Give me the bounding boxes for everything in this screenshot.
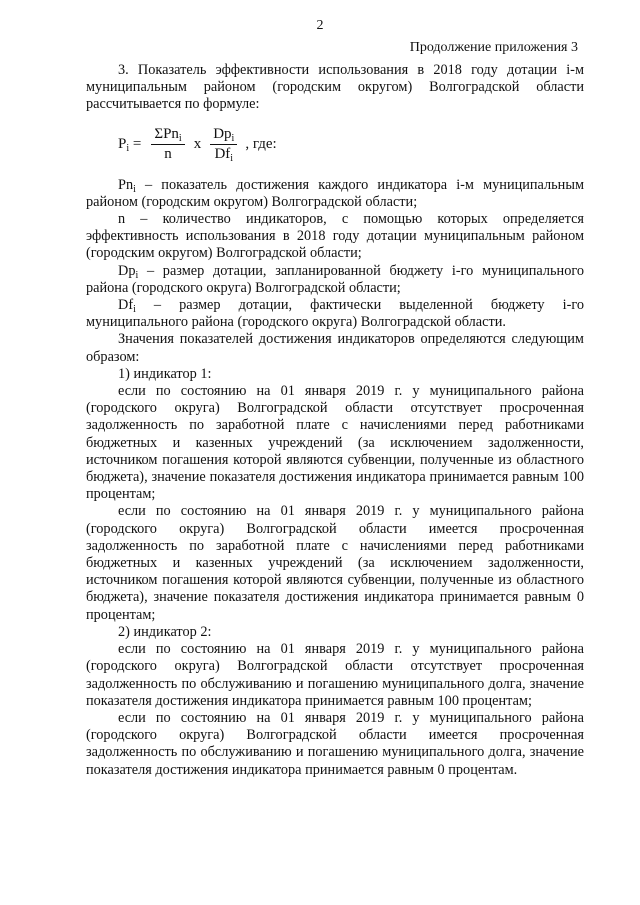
fraction-denominator: $Df_i$ [214, 146, 234, 165]
definition-pn: $Pn_i$ – показатель достижения каждого индикатора i-м муниципальным районом (городским округом) Волгоградской области; [86, 176, 584, 210]
formula-times: x [193, 136, 202, 152]
indicator-1-case-absent: если по состоянию на 01 января 2019 г. у муниципального района (городского округа) Волгоградской области отсутствует просроченная задолженность по заработной плате с начислениями перед работниками бюджетных и казенных учреждений (за исключением задолженности, источником погашения которой являются субвенции, полученные из областного бюджета), значение показателя достижения индикатора принимается равным 100 процентам; [86, 383, 584, 503]
document-body [86, 62, 584, 779]
formula-fraction-ratio [210, 126, 237, 163]
indicator-2-case-absent: если по состоянию на 01 января 2019 г. у муниципального района (городского округа) Волгоградской области отсутствует просроченная задолженность по обслуживанию и погашению муниципального долга, значение показателя достижения индикатора принимается равным 100 процентам; [86, 641, 584, 709]
indicator-1-heading: 1) индикатор 1: [118, 365, 212, 382]
fraction-denominator: n [164, 146, 172, 163]
fraction-numerator: ΣPn$_i$ [151, 126, 184, 145]
formula-where: , где: [245, 136, 277, 152]
page-number: 2 [316, 18, 324, 33]
formula-lhs: $P_i$ = [118, 136, 142, 154]
definition-df: $Df_i$ – размер дотации, фактически выделенной бюджету i-го муниципального района (городского округа) Волгоградской области. [86, 297, 584, 331]
intro-paragraph: 3. Показатель эффективности использования в 2018 году дотации i-м муниципальным районом (городским округом) Волгоградской области рассчитывается по формуле: [86, 62, 584, 113]
values-intro: Значения показателей достижения индикаторов определяются следующим образом: [86, 331, 584, 365]
efficiency-formula [118, 123, 584, 167]
indicator-1-case-present: если по состоянию на 01 января 2019 г. у муниципального района (городского округа) Волгоградской области имеется просроченная задолженность по заработной плате с начислениями перед работниками бюджетных и казенных учреждений (за исключением задолженности, источником погашения которой являются субвенции, полученные из областного бюджета), значение показателя достижения индикатора принимается равным 0 процентам; [86, 503, 584, 623]
continuation-label: Продолжение приложения 3 [409, 40, 578, 55]
definition-dp: $Dp_i$ – размер дотации, запланированной бюджету i-го муниципального района (городского округа) Волгоградской области; [86, 262, 584, 296]
fraction-numerator: $Dp_i$ [210, 126, 237, 145]
definition-n: n – количество индикаторов, с помощью которых определяется эффективность использования в 2018 году дотации муниципальным районом (городским округом) Волгоградской области; [86, 211, 584, 262]
indicator-2-heading: 2) индикатор 2: [118, 623, 212, 640]
formula-fraction-sum [151, 126, 184, 163]
indicator-2-case-present: если по состоянию на 01 января 2019 г. у муниципального района (городского округа) Волгоградской области имеется просроченная задолженность по обслуживанию и погашению муниципального долга, значение показателя достижения индикатора принимается равным 0 процентам. [86, 709, 584, 778]
